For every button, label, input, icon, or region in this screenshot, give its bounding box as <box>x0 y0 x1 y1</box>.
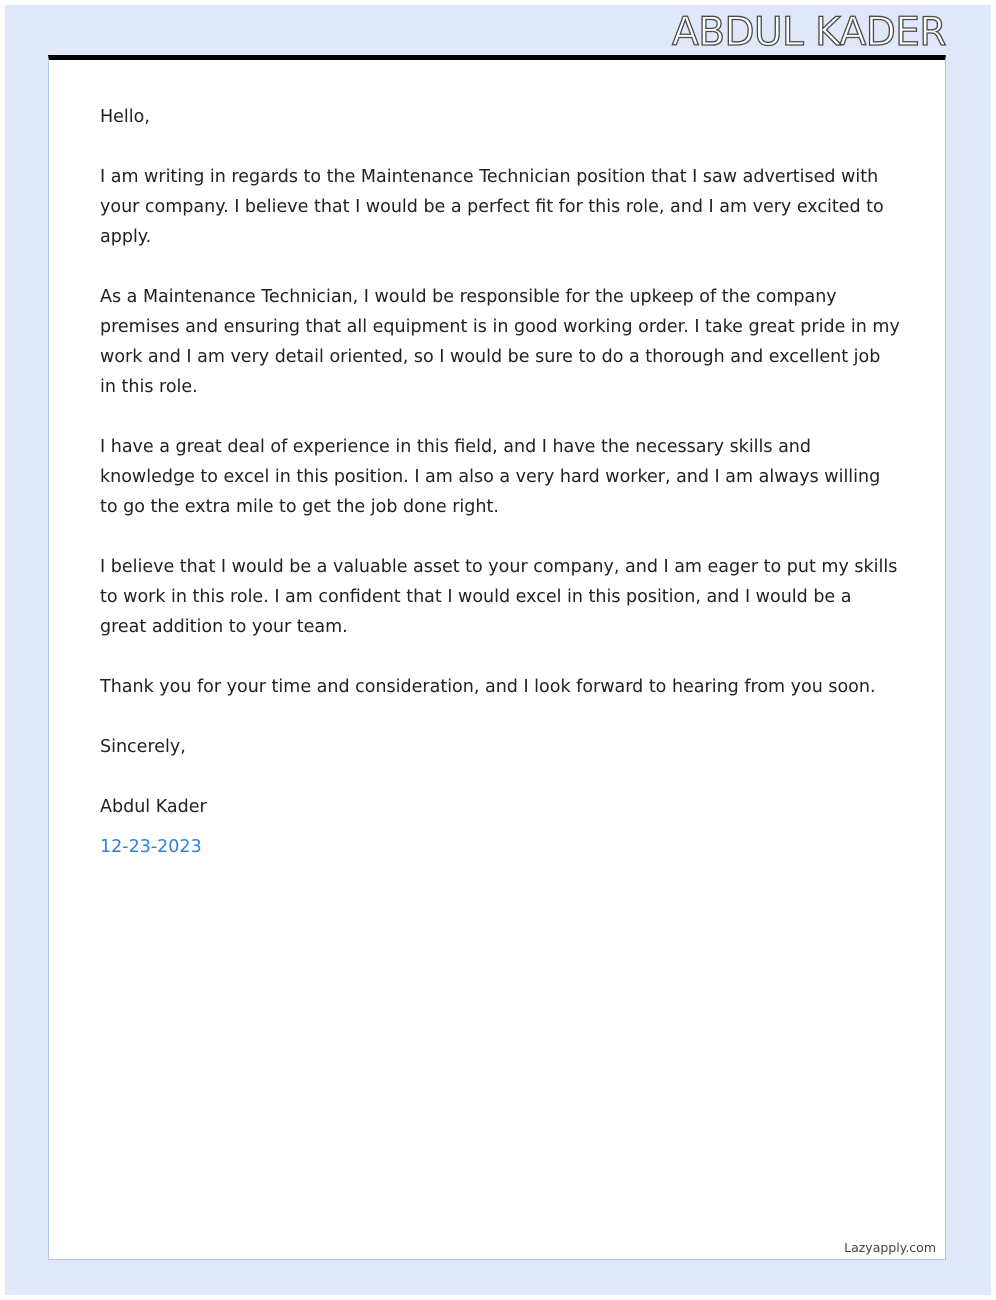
greeting: Hello, <box>100 107 150 127</box>
cover-letter-body <box>100 102 900 862</box>
letter-paragraph: I have a great deal of experience in this field, and I have the necessary skills and knowledge to excel in this position. I am also a very hard worker, and I am always willing to go the extra mile to get the job done right. <box>100 437 881 517</box>
applicant-name-header: ABDUL KADER <box>672 10 946 55</box>
letter-paragraph: Thank you for your time and consideration, and I look forward to hearing from you soon. <box>100 677 876 697</box>
letter-date: 12-23-2023 <box>100 837 202 857</box>
signature-name: Abdul Kader <box>100 797 207 817</box>
footer-brand: Lazyapply.com <box>844 1240 936 1255</box>
letter-paragraph: As a Maintenance Technician, I would be responsible for the upkeep of the company premises and ensuring that all equipment is in good working order. I take great pride in my work and I am very detail oriented, so I would be sure to do a thorough and excellent job in this role. <box>100 287 900 397</box>
letter-paragraph: I am writing in regards to the Maintenance Technician position that I saw advertised with your company. I believe that I would be a perfect fit for this role, and I am very excited to apply. <box>100 167 884 247</box>
letter-sheet <box>48 55 946 1260</box>
letter-paragraph: I believe that I would be a valuable asset to your company, and I am eager to put my skills to work in this role. I am confident that I would excel in this position, and I would be a great addition to your team. <box>100 557 898 637</box>
closing: Sincerely, <box>100 737 186 757</box>
